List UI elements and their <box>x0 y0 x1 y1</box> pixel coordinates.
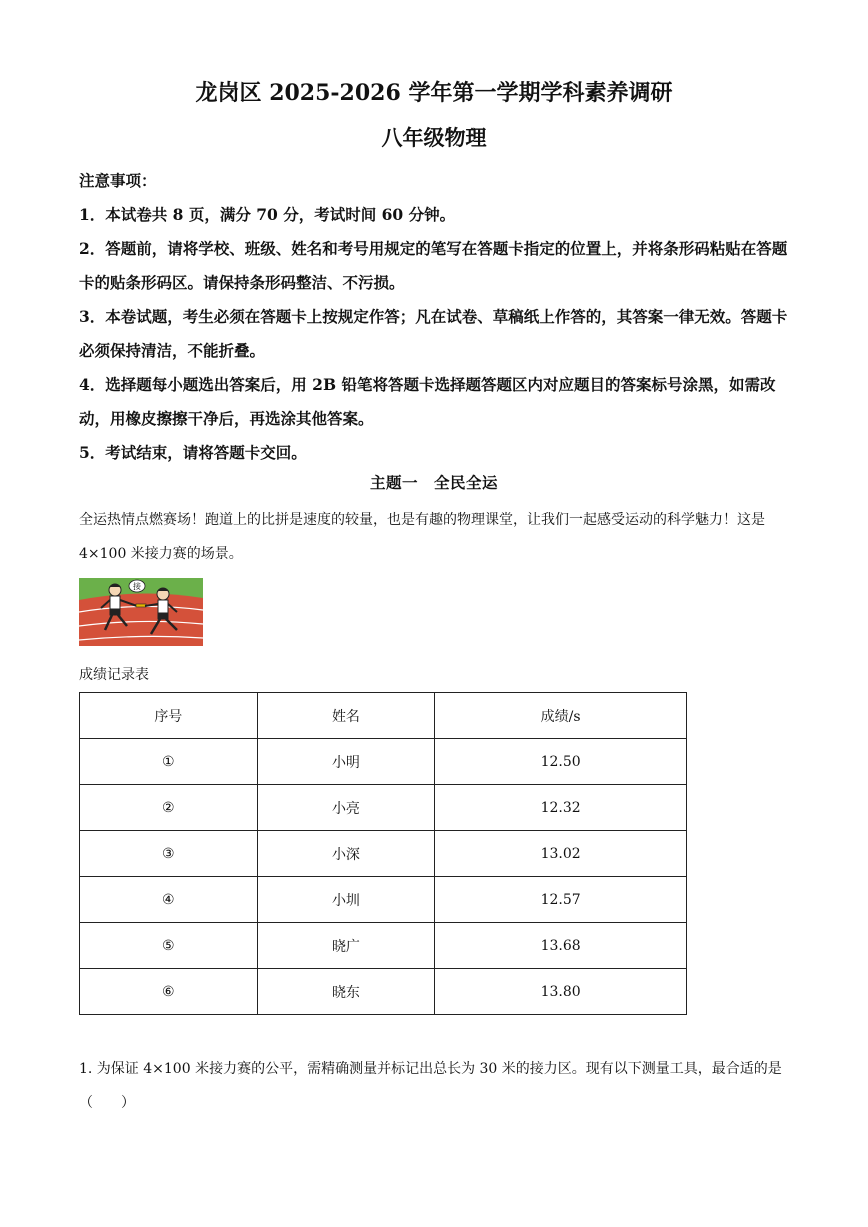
relay-race-illustration <box>79 578 203 646</box>
baton <box>136 604 146 607</box>
table-row <box>80 923 687 969</box>
row-score: 13.02 <box>435 831 687 877</box>
row-number: ⑥ <box>80 969 258 1015</box>
row-number: ③ <box>80 831 258 877</box>
row-score: 13.80 <box>435 969 687 1015</box>
notice-item: 2．答题前，请将学校、班级、姓名和考号用规定的笔写在答题卡指定的位置上，并将条形码粘贴在答题卡的贴条形码区。请保持条形码整洁、不污损。 <box>79 239 788 292</box>
table-row <box>80 785 687 831</box>
notice-section <box>79 164 799 470</box>
table-caption: 成绩记录表 <box>79 667 149 683</box>
column-header: 成绩/s <box>435 693 687 739</box>
row-score: 12.57 <box>435 877 687 923</box>
row-number: ④ <box>80 877 258 923</box>
notice-item: 5．考试结束，请将答题卡交回。 <box>79 443 307 462</box>
theme-intro: 全运热情点燃赛场！跑道上的比拼是速度的较量，也是有趣的物理课堂，让我们一起感受运动的科学魅力！这是 4×100 米接力赛的场景。 <box>79 512 765 562</box>
table-row <box>80 831 687 877</box>
exam-subtitle: 八年级物理 <box>381 125 487 150</box>
notice-heading: 注意事项： <box>79 171 157 190</box>
row-number: ② <box>80 785 258 831</box>
score-table <box>79 692 687 1015</box>
table-row <box>80 877 687 923</box>
column-header: 姓名 <box>257 693 435 739</box>
table-row <box>80 969 687 1015</box>
row-name: 晓广 <box>257 923 435 969</box>
question-1: 1. 为保证 4×100 米接力赛的公平，需精确测量并标记出总长为 30 米的接力区。现有以下测量工具，最合适的是（ ） <box>79 1061 782 1111</box>
row-number: ① <box>80 739 258 785</box>
row-number: ⑤ <box>80 923 258 969</box>
notice-item: 4．选择题每小题选出答案后，用 2B 铅笔将答题卡选择题答题区内对应题目的答案标号涂黑，如需改动，用橡皮擦擦干净后，再选涂其他答案。 <box>79 375 776 428</box>
table-row <box>80 739 687 785</box>
table-header-row <box>80 693 687 739</box>
speech-bubble-text: 接 <box>133 582 141 591</box>
theme-title: 主题一 全民全运 <box>369 473 498 492</box>
row-name: 小亮 <box>257 785 435 831</box>
notice-item: 1．本试卷共 8 页，满分 70 分，考试时间 60 分钟。 <box>79 205 456 224</box>
row-score: 13.68 <box>435 923 687 969</box>
row-name: 小深 <box>257 831 435 877</box>
row-name: 晓东 <box>257 969 435 1015</box>
row-score: 12.32 <box>435 785 687 831</box>
notice-item: 3．本卷试题，考生必须在答题卡上按规定作答；凡在试卷、草稿纸上作答的，其答案一律无效。答题卡必须保持清洁，不能折叠。 <box>79 307 788 360</box>
exam-title: 龙岗区 2025-2026 学年第一学期学科素养调研 <box>195 80 673 106</box>
row-score: 12.50 <box>435 739 687 785</box>
row-name: 小明 <box>257 739 435 785</box>
column-header: 序号 <box>80 693 258 739</box>
row-name: 小圳 <box>257 877 435 923</box>
